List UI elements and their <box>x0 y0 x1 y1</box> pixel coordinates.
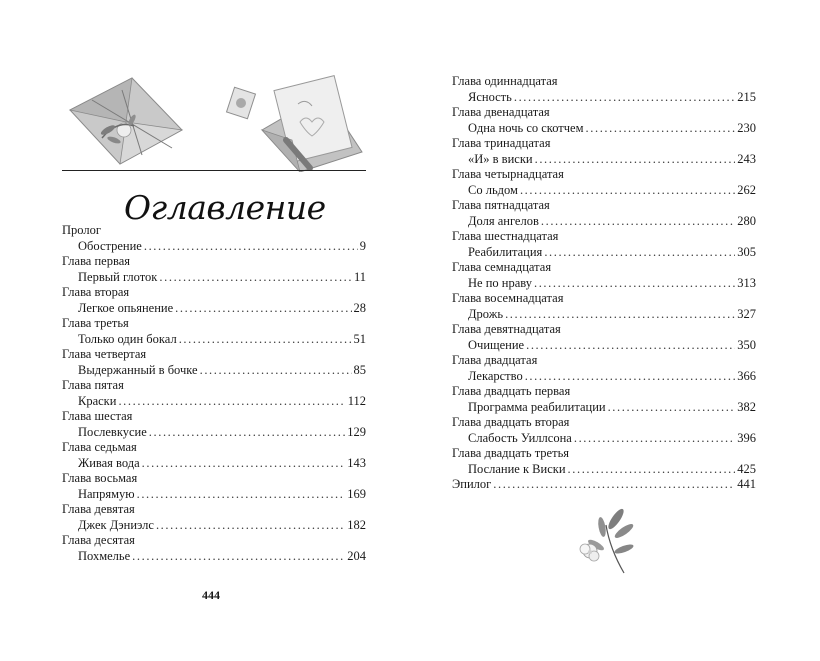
chapter-entry[interactable] <box>62 425 366 441</box>
chapter-entry[interactable] <box>62 456 366 472</box>
dot-leader <box>586 121 736 137</box>
chapter-entry[interactable] <box>62 363 366 379</box>
dot-leader <box>608 400 736 416</box>
page-number: 182 <box>347 517 366 532</box>
chapter-heading: Глава вторая <box>62 285 130 299</box>
chapter-title: Похмелье <box>78 548 131 563</box>
page-number: 204 <box>347 548 366 563</box>
flower-sprig-icon <box>572 505 642 577</box>
chapter-heading: Глава четвертая <box>62 347 147 361</box>
dot-leader <box>493 477 735 493</box>
envelopes-illustration <box>62 60 366 172</box>
chapter-heading: Глава двадцать первая <box>452 384 571 398</box>
chapter-title: Только один бокал <box>78 331 177 346</box>
chapter-heading: Глава пятнадцатая <box>452 198 550 212</box>
chapter-heading: Глава семнадцатая <box>452 260 552 274</box>
page-number: 28 <box>353 300 366 315</box>
page-number: 313 <box>737 275 756 290</box>
dot-leader <box>200 363 352 379</box>
chapter-title: Одна ночь со скотчем <box>468 120 584 135</box>
chapter-entry[interactable] <box>452 276 756 292</box>
page-number: 230 <box>737 120 756 135</box>
chapter-heading: Глава девятнадцатая <box>452 322 561 336</box>
dot-leader <box>535 152 736 168</box>
chapter-title: Джек Дэниэлс <box>78 517 154 532</box>
dot-leader <box>541 214 735 230</box>
dot-leader <box>525 369 736 385</box>
page-number: 9 <box>359 238 366 253</box>
chapter-title: Краски <box>78 393 117 408</box>
left-page <box>62 0 366 661</box>
page-number: 396 <box>737 430 756 445</box>
page-number: 366 <box>737 368 756 383</box>
chapter-heading: Глава первая <box>62 254 131 268</box>
chapter-title: Живая вода <box>78 455 140 470</box>
chapter-heading: Глава одиннадцатая <box>452 74 558 88</box>
dot-leader <box>118 394 345 410</box>
dot-leader <box>132 549 345 565</box>
page-number: 425 <box>737 461 756 476</box>
dot-leader <box>505 307 735 323</box>
chapter-entry[interactable] <box>62 301 366 317</box>
chapter-heading: Глава шестая <box>62 409 133 423</box>
chapter-entry[interactable] <box>62 239 366 255</box>
chapter-title: Слабость Уиллсона <box>468 430 572 445</box>
chapter-entry[interactable] <box>452 462 756 478</box>
page-number: 215 <box>737 89 756 104</box>
chapter-title: Очищение <box>468 337 525 352</box>
chapter-title: Дрожь <box>468 306 504 321</box>
epilogue-title: Эпилог <box>452 477 492 491</box>
dot-leader <box>574 431 735 447</box>
chapter-entry[interactable] <box>452 90 756 106</box>
chapter-title: Легкое опьянение <box>78 300 174 315</box>
chapter-title: Программа реабилитации <box>468 399 606 414</box>
dot-leader <box>544 245 735 261</box>
page-number: 11 <box>353 269 366 284</box>
right-toc-list <box>452 74 756 493</box>
chapter-heading: Глава двадцать третья <box>452 446 570 460</box>
chapter-entry[interactable] <box>62 549 366 565</box>
chapter-heading: Глава пятая <box>62 378 124 392</box>
chapter-title: Не по нраву <box>468 275 532 290</box>
chapter-heading: Глава третья <box>62 316 129 330</box>
left-envelope-icon <box>70 78 182 164</box>
chapter-entry[interactable] <box>62 487 366 503</box>
page-number: 350 <box>737 337 756 352</box>
page-number: 143 <box>347 455 366 470</box>
dot-leader <box>534 276 735 292</box>
chapter-entry[interactable] <box>452 245 756 261</box>
chapter-title: Первый глоток <box>78 269 158 284</box>
chapter-title: Ясность <box>468 89 512 104</box>
chapter-heading: Глава десятая <box>62 533 135 547</box>
chapter-title: Послание к Виски <box>468 461 566 476</box>
chapter-entry[interactable] <box>452 307 756 323</box>
chapter-entry[interactable] <box>452 152 756 168</box>
chapter-entry[interactable] <box>62 518 366 534</box>
chapter-entry[interactable] <box>452 183 756 199</box>
dot-leader <box>149 425 345 441</box>
page-number: 129 <box>347 424 366 439</box>
chapter-entry[interactable] <box>452 400 756 416</box>
chapter-title: Обострение <box>78 238 142 253</box>
dot-leader <box>156 518 345 534</box>
chapter-entry[interactable] <box>452 431 756 447</box>
page-number: 327 <box>737 306 756 321</box>
chapter-title: Напрямую <box>78 486 135 501</box>
toc-title: Оглавление <box>124 188 326 227</box>
chapter-heading: Пролог <box>62 223 101 237</box>
chapter-entry[interactable] <box>452 369 756 385</box>
chapter-title: Доля ангелов <box>468 213 539 228</box>
chapter-heading: Глава тринадцатая <box>452 136 551 150</box>
page-number: 280 <box>737 213 756 228</box>
chapter-entry[interactable] <box>452 214 756 230</box>
right-envelope-icon <box>262 76 362 172</box>
page-number: 382 <box>737 399 756 414</box>
chapter-entry[interactable] <box>62 332 366 348</box>
chapter-heading: Глава восемнадцатая <box>452 291 564 305</box>
chapter-heading: Глава восьмая <box>62 471 138 485</box>
chapter-title: Послевкусие <box>78 424 147 439</box>
page-number: 441 <box>737 477 756 491</box>
chapter-entry[interactable] <box>452 338 756 354</box>
chapter-heading: Глава девятая <box>62 502 135 516</box>
chapter-heading: Глава шестнадцатая <box>452 229 559 243</box>
page-number: 243 <box>737 151 756 166</box>
page-number: 262 <box>737 182 756 197</box>
dot-leader <box>142 456 346 472</box>
page-number: 169 <box>347 486 366 501</box>
right-page <box>452 0 756 661</box>
dot-leader <box>520 183 735 199</box>
dot-leader <box>144 239 358 255</box>
dot-leader <box>514 90 735 106</box>
chapter-entry[interactable] <box>62 394 366 410</box>
stamp-icon <box>227 87 256 119</box>
chapter-heading: Глава седьмая <box>62 440 137 454</box>
chapter-title: «И» в виски <box>468 151 533 166</box>
chapter-title: Лекарство <box>468 368 523 383</box>
dot-leader <box>137 487 346 503</box>
dot-leader <box>179 332 352 348</box>
chapter-heading: Глава двадцать вторая <box>452 415 570 429</box>
dot-leader <box>159 270 352 286</box>
header-rule <box>62 170 366 171</box>
epilogue-entry[interactable] <box>452 477 756 493</box>
folio-page-number: 444 <box>202 588 220 602</box>
chapter-entry[interactable] <box>62 270 366 286</box>
dot-leader <box>526 338 735 354</box>
chapter-entry[interactable] <box>452 121 756 137</box>
page-number: 112 <box>347 393 366 408</box>
chapter-heading: Глава четырнадцатая <box>452 167 564 181</box>
left-toc-list <box>62 223 366 564</box>
chapter-heading: Глава двадцатая <box>452 353 538 367</box>
chapter-title: Выдержанный в бочке <box>78 362 198 377</box>
page-number: 85 <box>353 362 366 377</box>
dot-leader <box>175 301 351 317</box>
dot-leader <box>568 462 736 478</box>
page-number: 51 <box>353 331 366 346</box>
page-number: 305 <box>737 244 756 259</box>
chapter-title: Со льдом <box>468 182 518 197</box>
chapter-title: Реабилитация <box>468 244 543 259</box>
chapter-heading: Глава двенадцатая <box>452 105 550 119</box>
